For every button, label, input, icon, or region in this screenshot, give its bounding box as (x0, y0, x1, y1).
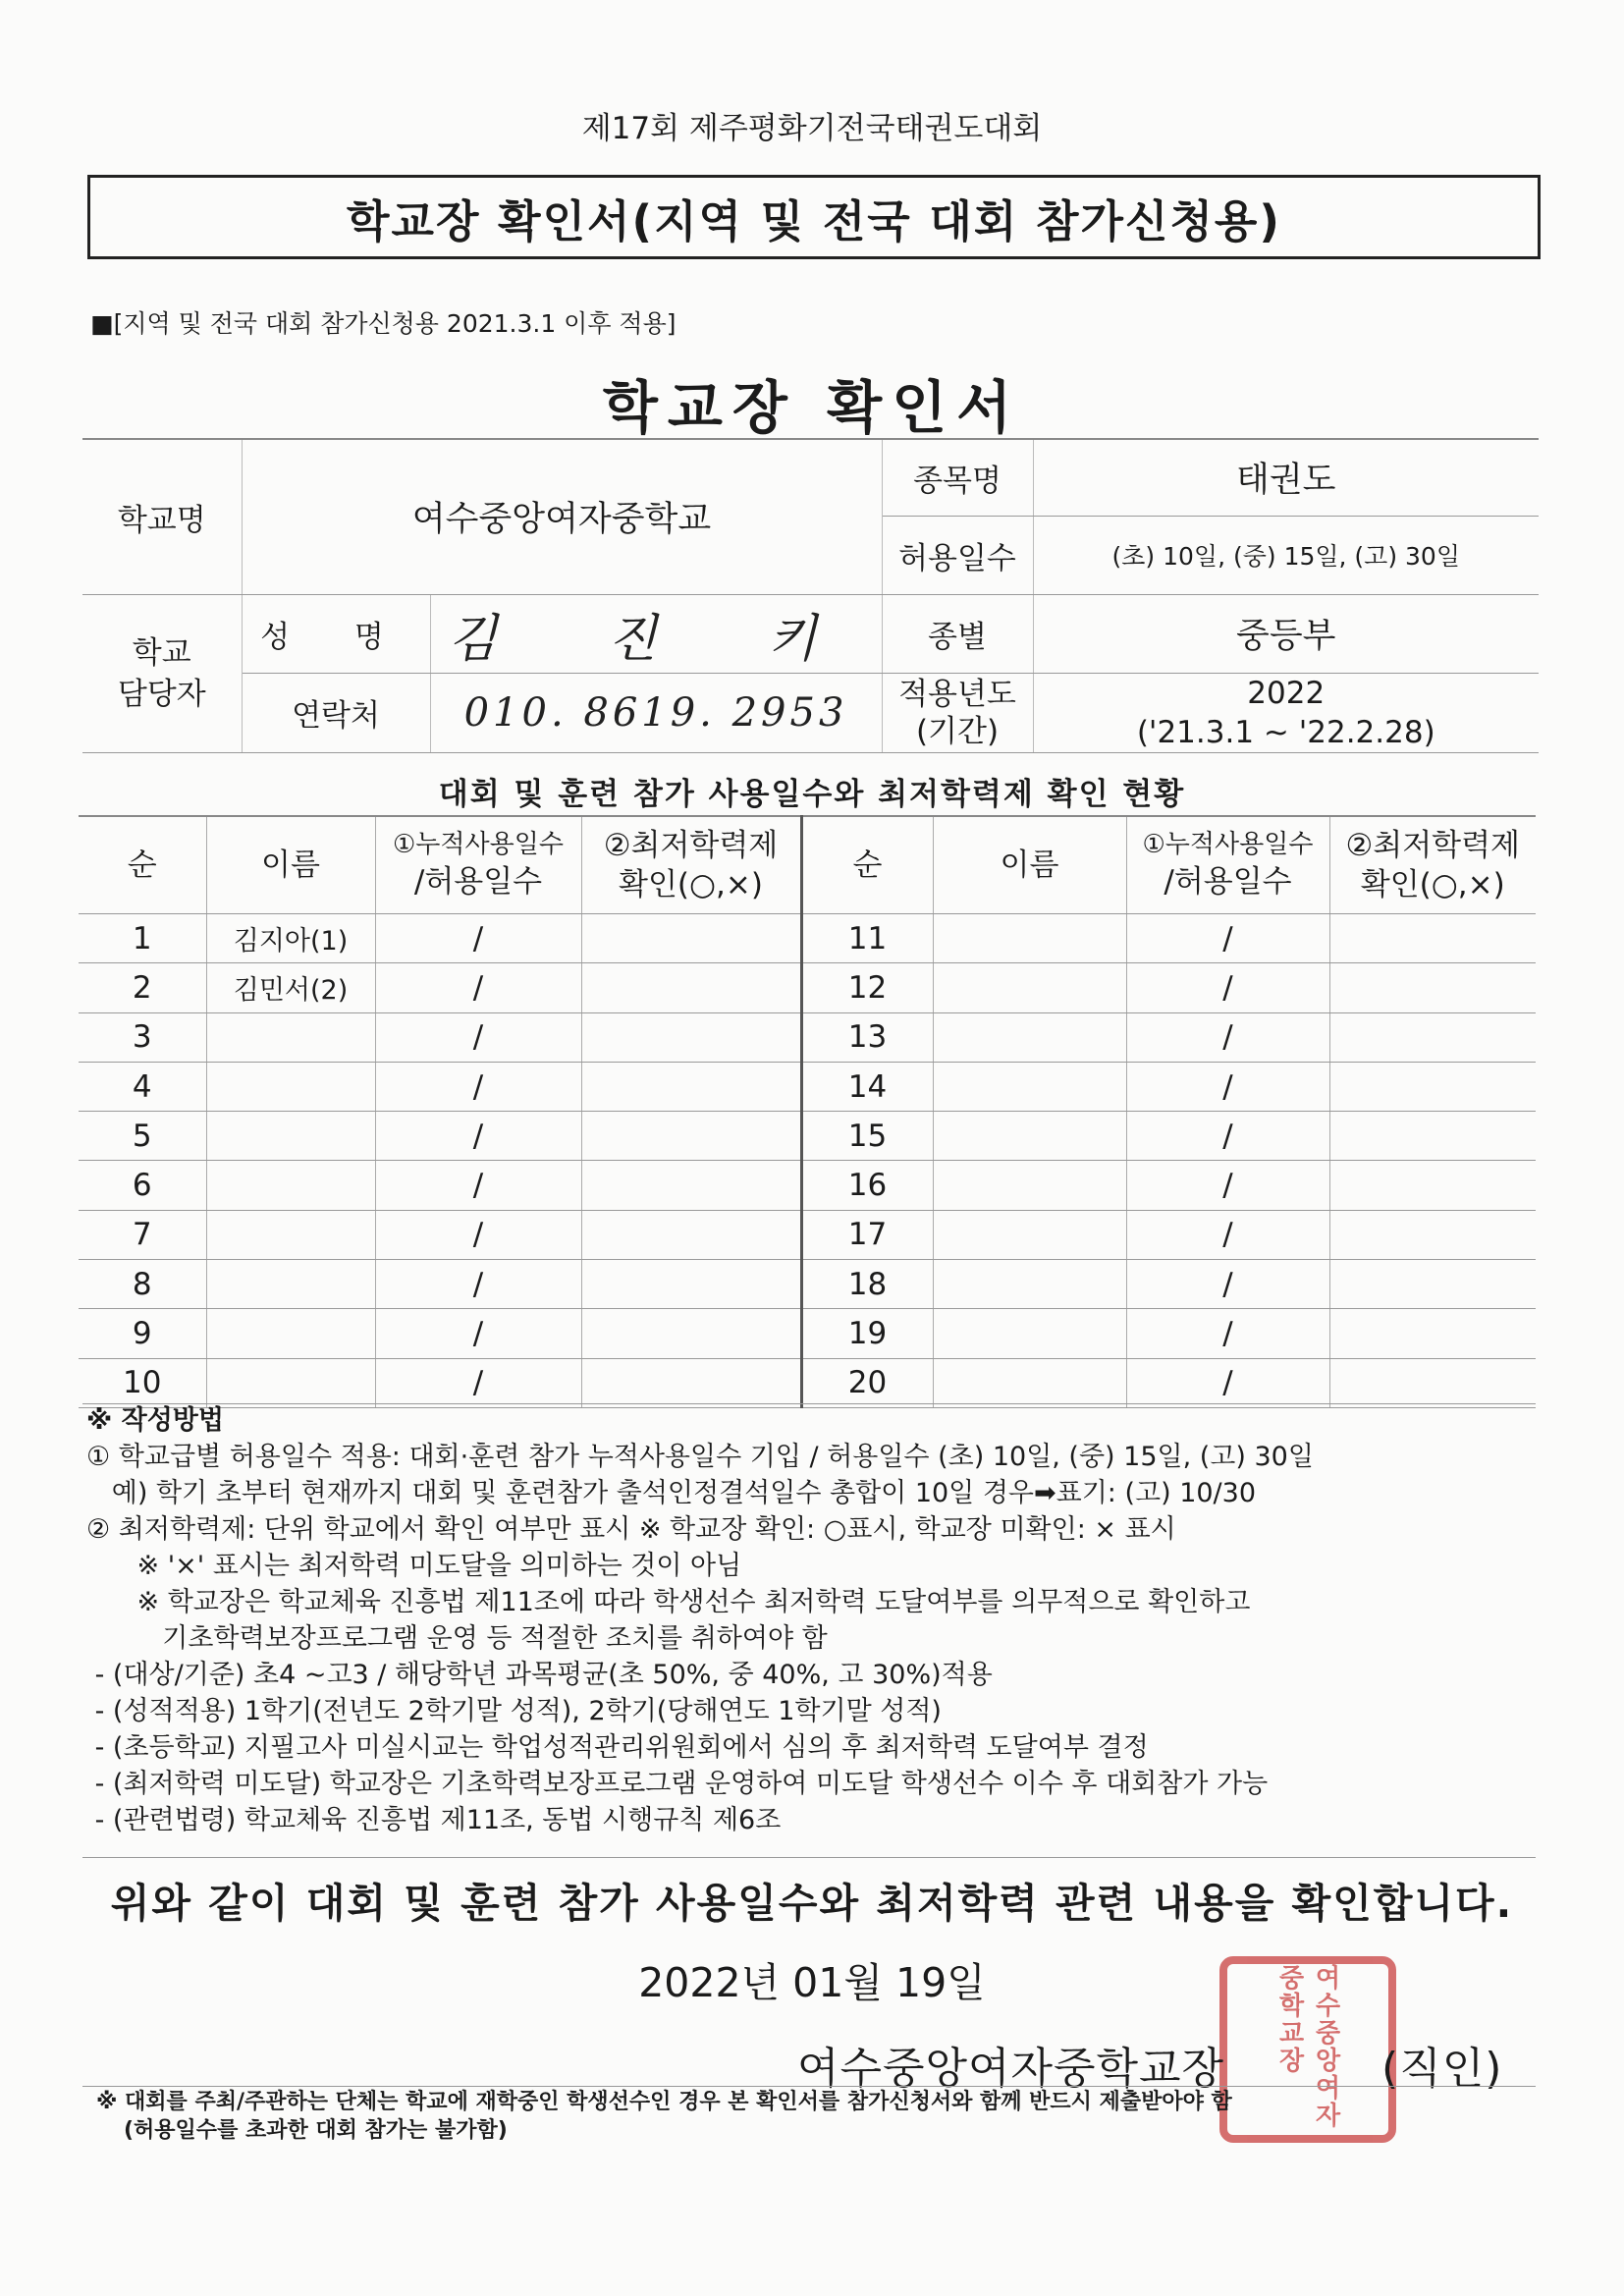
row-name (206, 1358, 375, 1407)
header-no-right: 순 (801, 816, 933, 914)
manager-label: 학교 담당자 (82, 594, 242, 752)
table-row (79, 1062, 1536, 1111)
row-check (1329, 1210, 1536, 1259)
row-number: 20 (801, 1358, 933, 1407)
table-row (79, 1112, 1536, 1161)
header-check-left (581, 816, 801, 914)
school-info-table (82, 438, 1539, 753)
row-name (933, 1309, 1126, 1358)
row-days: / (375, 963, 581, 1012)
header-days-right (1126, 816, 1329, 914)
table-row (79, 1012, 1536, 1062)
form-title: 학교장 확인서(지역 및 전국 대회 참가신청용) (347, 194, 1281, 247)
header-name-left: 이름 (206, 816, 375, 914)
row-days: / (1126, 1112, 1329, 1161)
row-name (933, 1161, 1126, 1210)
form-title-box (87, 175, 1541, 259)
row-name (206, 1309, 375, 1358)
row-days: / (1126, 1012, 1329, 1062)
instructions (86, 1402, 1540, 1838)
row-name (933, 914, 1126, 963)
table-row (79, 1210, 1536, 1259)
row-days: / (375, 1112, 581, 1161)
row-name (933, 1210, 1126, 1259)
footnote (96, 2088, 1540, 2145)
row-days: / (1126, 1260, 1329, 1309)
row-check (1329, 1309, 1536, 1358)
row-check (1329, 1260, 1536, 1309)
header-days-left (375, 816, 581, 914)
row-name (933, 1358, 1126, 1407)
division-label: 종별 (882, 594, 1033, 673)
row-name (933, 1112, 1126, 1161)
row-days: / (375, 1210, 581, 1259)
row-days: / (1126, 1210, 1329, 1259)
participation-table (79, 815, 1536, 1408)
year-value: 2022 (1247, 675, 1326, 711)
header-check-line1: ②최저학력제 (603, 827, 779, 863)
row-number: 19 (801, 1309, 933, 1358)
row-number: 12 (801, 963, 933, 1012)
year-label: 적용년도 (기간) (882, 673, 1033, 752)
seal-text: 여수중앙여자중학교장 (1274, 1964, 1340, 2129)
period-value: ('21.3.1 ~ '22.2.28) (1136, 714, 1435, 750)
header-check-line1: ②최저학력제 (1345, 827, 1521, 863)
year-cell (1033, 673, 1539, 752)
row-name (206, 1112, 375, 1161)
header-days-line2: /허용일수 (413, 863, 543, 900)
main-title: 학교장 확인서 (602, 374, 1022, 441)
applicability-note: ■[지역 및 전국 대회 참가신청용 2021.3.1 이후 적용] (90, 309, 677, 338)
sport-value: 태권도 (1033, 439, 1539, 516)
row-number: 18 (801, 1260, 933, 1309)
row-number: 4 (79, 1062, 206, 1111)
row-name: 김민서(2) (206, 963, 375, 1012)
header-days-line1: ①누적사용일수 (1142, 829, 1314, 859)
header-check-right (1329, 816, 1536, 914)
row-number: 10 (79, 1358, 206, 1407)
row-check (581, 914, 801, 963)
footnote-line2: (허용일수를 초과한 대회 참가는 불가함) (124, 2118, 508, 2143)
row-name (206, 1210, 375, 1259)
row-name (933, 963, 1126, 1012)
row-days: / (1126, 1358, 1329, 1407)
row-days: / (375, 1062, 581, 1111)
row-name (933, 1260, 1126, 1309)
instruction-line: - (초등학교) 지필고사 미실시교는 학업성적관리위원회에서 심의 후 최저학력 도달여부 결정 (86, 1732, 1149, 1763)
row-check (1329, 1062, 1536, 1111)
instruction-line: - (최저학력 미도달) 학교장은 기초학력보장프로그램 운영하여 미도달 학생선수 이수 후 대회참가 가능 (86, 1769, 1269, 1799)
row-days: / (1126, 963, 1329, 1012)
row-days: / (375, 914, 581, 963)
row-name (933, 1012, 1126, 1062)
event-title: 제17회 제주평화기전국태권도대회 (581, 111, 1043, 146)
table-row (79, 914, 1536, 963)
table-row (79, 1358, 1536, 1407)
header-no-left: 순 (79, 816, 206, 914)
name-label: 성 명 (242, 594, 430, 673)
row-days: / (1126, 1062, 1329, 1111)
instruction-line: ② 최저학력제: 단위 학교에서 확인 여부만 표시 ※ 학교장 확인: ○표시, 학교장 미확인: × 표시 (86, 1514, 1176, 1545)
allowed-days-label: 허용일수 (882, 516, 1033, 594)
row-days: / (375, 1012, 581, 1062)
table-row (79, 963, 1536, 1012)
row-check (1329, 1012, 1536, 1062)
header-days-line2: /허용일수 (1164, 863, 1292, 900)
row-number: 8 (79, 1260, 206, 1309)
row-check (581, 1012, 801, 1062)
row-name: 김지아(1) (206, 914, 375, 963)
row-check (1329, 963, 1536, 1012)
row-number: 1 (79, 914, 206, 963)
row-days: / (375, 1309, 581, 1358)
row-number: 13 (801, 1012, 933, 1062)
row-check (581, 1062, 801, 1111)
row-name (206, 1260, 375, 1309)
instruction-line: - (성적적용) 1학기(전년도 2학기말 성적), 2학기(당해연도 1학기말 성적) (86, 1696, 942, 1726)
header-check-line2: 확인(○,×) (619, 867, 763, 902)
row-number: 5 (79, 1112, 206, 1161)
table-row (79, 1309, 1536, 1358)
row-check (581, 1210, 801, 1259)
row-check (581, 1161, 801, 1210)
row-days: / (1126, 1161, 1329, 1210)
instruction-line: 예) 학기 초부터 현재까지 대회 및 훈련참가 출석인정결석일수 총합이 10일 경우➡표기: (고) 10/30 (86, 1478, 1257, 1508)
table-row (79, 1260, 1536, 1309)
participation-rows (79, 914, 1536, 1408)
row-days: / (1126, 1309, 1329, 1358)
header-check-line2: 확인(○,×) (1360, 867, 1505, 902)
instruction-line: ※ 학교장은 학교체육 진흥법 제11조에 따라 학생선수 최저학력 도달여부를 의무적으로 확인하고 (86, 1587, 1251, 1617)
contact-label: 연락처 (242, 673, 430, 752)
row-check (581, 1112, 801, 1161)
school-label: 학교명 (82, 439, 242, 594)
row-name (206, 1012, 375, 1062)
confirmation-date: 2022년 01월 19일 (638, 1959, 986, 2006)
row-number: 6 (79, 1161, 206, 1210)
row-days: / (375, 1358, 581, 1407)
row-check (1329, 1161, 1536, 1210)
row-name (933, 1062, 1126, 1111)
table-caption: 대회 및 훈련 참가 사용일수와 최저학력제 확인 현황 (438, 777, 1186, 812)
instruction-line: 기초학력보장프로그램 운영 등 적절한 조치를 취하여야 함 (86, 1623, 828, 1654)
division-value: 중등부 (1033, 594, 1539, 673)
instructions-bottom-rule (82, 1857, 1536, 1858)
row-days: / (375, 1260, 581, 1309)
allowed-days-value: (초) 10일, (중) 15일, (고) 30일 (1033, 516, 1539, 594)
sport-label: 종목명 (882, 439, 1033, 516)
row-days: / (375, 1161, 581, 1210)
row-days: / (1126, 914, 1329, 963)
row-number: 14 (801, 1062, 933, 1111)
row-check (1329, 1112, 1536, 1161)
row-check (581, 963, 801, 1012)
footnote-rule (82, 2086, 1536, 2087)
row-check (581, 1260, 801, 1309)
instruction-line: ① 학교급별 허용일수 적용: 대회·훈련 참가 누적사용일수 기입 / 허용일수 (초) 10일, (중) 15일, (고) 30일 (86, 1442, 1314, 1472)
row-number: 3 (79, 1012, 206, 1062)
instruction-line: ※ '×' 표시는 최저학력 미도달을 의미하는 것이 아님 (86, 1551, 742, 1581)
row-number: 9 (79, 1309, 206, 1358)
school-value: 여수중앙여자중학교 (242, 439, 882, 594)
confirmation-statement: 위와 같이 대회 및 훈련 참가 사용일수와 최저학력 관련 내용을 확인합니다. (110, 1880, 1514, 1927)
seal-mark: (직인) (1381, 2044, 1503, 2094)
row-number: 16 (801, 1161, 933, 1210)
row-check (581, 1309, 801, 1358)
instruction-line: - (대상/기준) 초4 ~고3 / 해당학년 과목평균(초 50%, 중 40%, 고 30%)적용 (86, 1660, 993, 1690)
header-name-right: 이름 (933, 816, 1126, 914)
footnote-line1: ※ 대회를 주최/주관하는 단체는 학교에 재학중인 학생선수인 경우 본 확인서를 참가신청서와 함께 반드시 제출받아야 함 (96, 2090, 1232, 2114)
row-number: 15 (801, 1112, 933, 1161)
row-check (1329, 914, 1536, 963)
row-number: 17 (801, 1210, 933, 1259)
row-name (206, 1161, 375, 1210)
contact-handwritten: 010. 8619. 2953 (430, 673, 882, 752)
table-row (79, 1161, 1536, 1210)
row-number: 11 (801, 914, 933, 963)
row-check (581, 1358, 801, 1407)
header-days-line1: ①누적사용일수 (392, 829, 564, 859)
row-number: 7 (79, 1210, 206, 1259)
manager-name-handwritten: 김 진 키 (430, 594, 882, 673)
principal-name: 여수중앙여자중학교장 (797, 2044, 1225, 2094)
row-name (206, 1062, 375, 1111)
row-check (1329, 1358, 1536, 1407)
instructions-lines (86, 1439, 1540, 1838)
instructions-heading: ※ 작성방법 (86, 1405, 224, 1436)
instruction-line: - (관련법령) 학교체육 진흥법 제11조, 동법 시행규칙 제6조 (86, 1805, 782, 1835)
row-number: 2 (79, 963, 206, 1012)
